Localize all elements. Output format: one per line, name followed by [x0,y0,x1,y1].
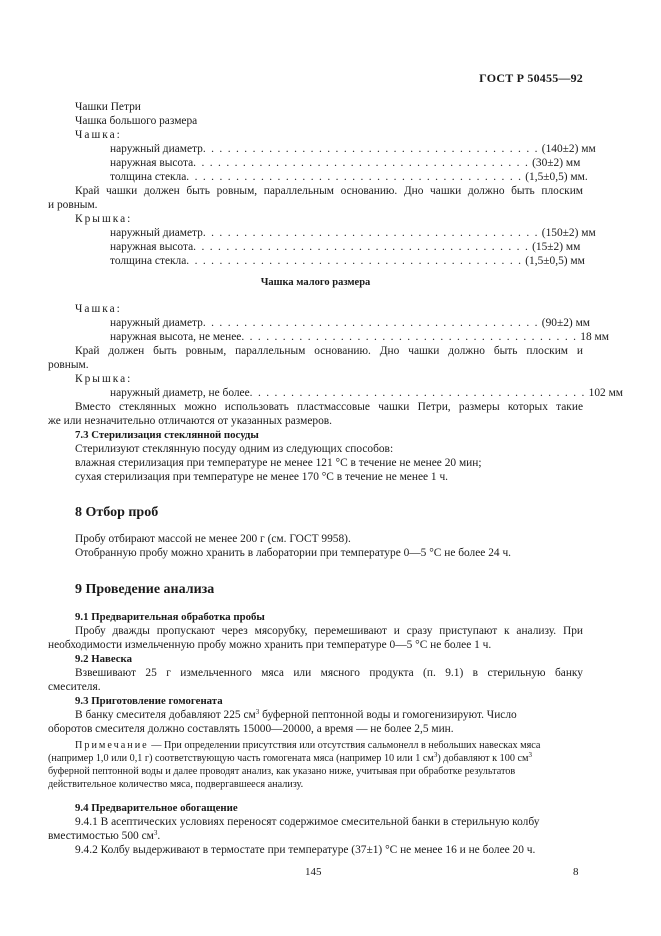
dimension-row: наружный диаметр . . . . . . . . . . . . . . . . . . . . . . . . . . . . . . . . . . . . . . . . . (140±2) мм [110,143,596,155]
paragraph-line: вместимостью 500 $см^3$. [48,829,161,842]
paragraph-line: влажная стерилизация при температуре не менее 121 °С в течение не менее 20 мин; [75,457,482,469]
note-line: Примечание — При определении присутствия или отсутствия сальмонелл в небольших навесках мяса [75,740,541,751]
paragraph-line: смесителя. [48,681,101,693]
subsection-title: Чашка малого размера [260,277,371,288]
section-9-4-title: 9.4 Предварительное обогащение [75,802,238,814]
section-7-3-title: 7.3 Стерилизация стеклянной посуды [75,429,259,441]
paragraph-line: же или незначительно отличаются от указанных размеров. [48,415,333,427]
page-number: 145 [305,866,322,878]
dimension-row: наружная высота, не менее . . . . . . . . . . . . . . . . . . . . . . . . . . . . . . . . . . . . . . . . . 18 мм [110,331,609,343]
paragraph-line: сухая стерилизация при температуре не менее 170 °С в течение не менее 1 ч. [75,471,449,483]
dimension-row: наружная высота . . . . . . . . . . . . . . . . . . . . . . . . . . . . . . . . . . . . . . . . . (30±2) мм [110,157,581,169]
dimension-row: наружный диаметр . . . . . . . . . . . . . . . . . . . . . . . . . . . . . . . . . . . . . . . . . (150±2) мм [110,227,596,239]
note-line: буферной пептонной воды и далее проводят анализ, как указано ниже, учитывая при обработке результатов [48,766,516,777]
text-line: Чашка большого размера [75,115,198,127]
paragraph-line: 9.4.1 В асептических условиях переносят содержимое смесительной банки в стерильную колбу [75,816,540,828]
section-9-3-title: 9.3 Приготовление гомогената [75,695,223,707]
paragraph-line: Край чашки должен быть ровным, параллельным основанию. Дно чашки должно быть плоским [75,185,583,197]
paragraph-line: Взвешивают 25 г измельченного мяса или мясного продукта (п. 9.1) в стерильную банку [75,667,583,679]
paragraph-line: Отобранную пробу можно хранить в лаборатории при температуре 0—5 °С не более 24 ч. [75,547,512,559]
section-9-heading: 9 Проведение анализа [75,582,215,597]
paragraph-line: Пробу дважды пропускают через мясорубку, перемешивают и сразу приступают к анализу. При [75,625,583,637]
dimension-row: толщина стекла . . . . . . . . . . . . . . . . . . . . . . . . . . . . . . . . . . . . . . . . . (1,5±0,5) мм [110,255,585,267]
paragraph-line: и ровным. [48,199,98,211]
dimension-row: наружный диаметр, не более . . . . . . . . . . . . . . . . . . . . . . . . . . . . . . . . . . . . . . . . . 102 мм [110,387,623,399]
text-line: Чашка: [75,303,122,315]
text-line: Крышка: [75,373,133,385]
dimension-row: наружная высота . . . . . . . . . . . . . . . . . . . . . . . . . . . . . . . . . . . . . . . . . (15±2) мм [110,241,581,253]
note-line: действительное количество мяса, подвергавшееся анализу. [48,779,304,790]
text-line: Чашки Петри [75,101,141,113]
paragraph-line: необходимости измельченную пробу можно хранить при температуре 0—5 °С не более 1 ч. [48,639,492,651]
text-line: Крышка: [75,213,133,225]
section-8-heading: 8 Отбор проб [75,505,159,520]
text-line: Чашка: [75,129,122,141]
section-9-2-title: 9.2 Навеска [75,653,132,665]
dimension-row: наружный диаметр . . . . . . . . . . . . . . . . . . . . . . . . . . . . . . . . . . . . . . . . . (90±2) мм [110,317,590,329]
document-header: ГОСТ Р 50455—92 [479,71,583,85]
sheet-number: 8 [573,866,579,878]
paragraph-line: 9.4.2 Колбу выдерживают в термостате при температуре (37±1) °С не менее 16 и не более 20 ч. [75,844,536,856]
paragraph-line: Пробу отбирают массой не менее 200 г (см. ГОСТ 9958). [75,533,351,545]
dimension-row: толщина стекла . . . . . . . . . . . . . . . . . . . . . . . . . . . . . . . . . . . . . . . . . (1,5±0,5) мм. [110,171,588,183]
paragraph-line: Стерилизуют стеклянную посуду одним из следующих способов: [75,443,394,455]
paragraph-line: Край должен быть ровным, параллельным основанию. Дно чашки должно быть плоским и [75,345,583,357]
note-line: (например 1,0 или 0,1 г) соответствующую часть гомогената мяса (например 10 или 1 $см^3$) добавляют к 100 $см^3$ [48,751,532,764]
section-9-1-title: 9.1 Предварительная обработка пробы [75,611,265,623]
paragraph-line: ровным. [48,359,89,371]
paragraph-line: Вместо стеклянных можно использовать пластмассовые чашки Петри, размеры которых такие [75,401,583,413]
paragraph-line: В банку смесителя добавляют 225 $см^3$ буферной пептонной воды и гомогенизируют. Число [75,708,517,721]
paragraph-line: оборотов смесителя должно составлять 15000—20000, а время — не более 2,5 мин. [48,723,454,735]
